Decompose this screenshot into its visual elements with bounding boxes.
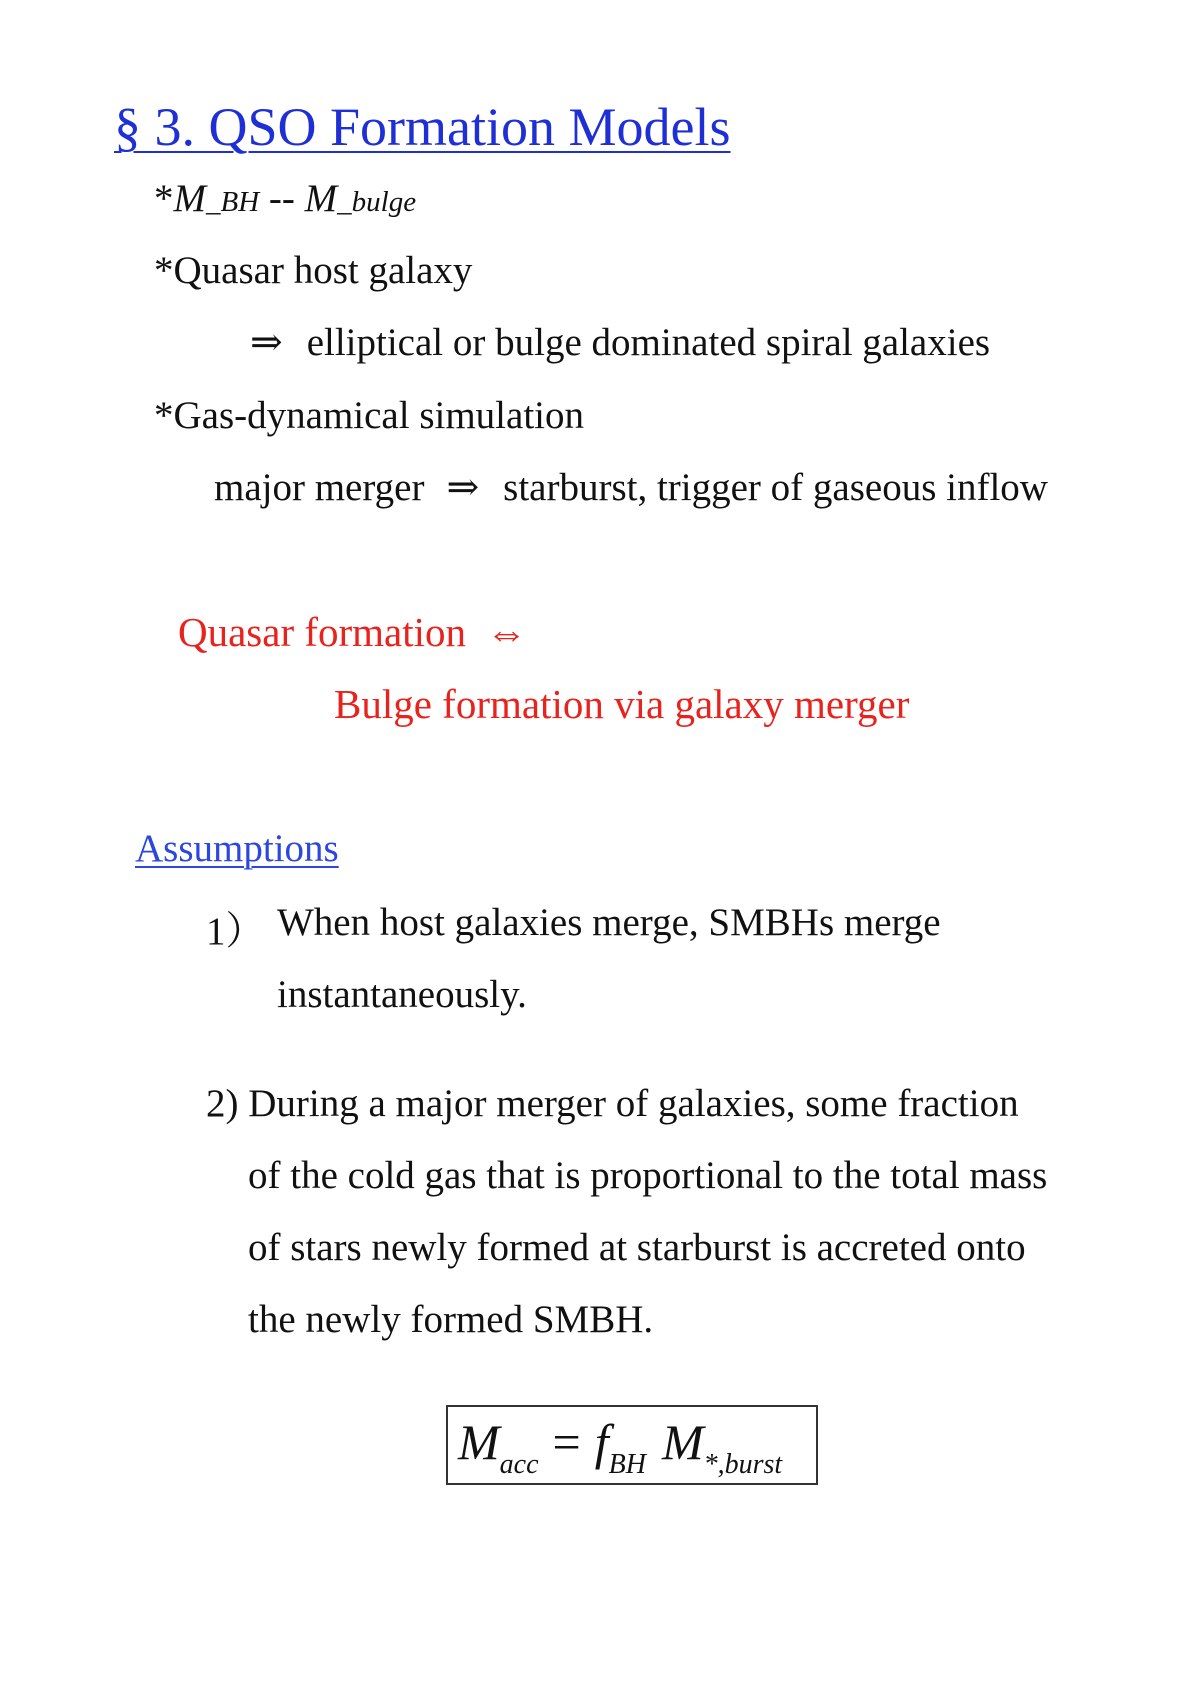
mbh-mbulge-bullet: [154, 176, 416, 221]
assumption-1-number: 1）: [206, 910, 265, 953]
bh-subscript: _BH: [206, 186, 260, 218]
formula-box: [446, 1405, 818, 1485]
highlight-line-2: Bulge formation via galaxy merger: [334, 681, 910, 727]
starburst-text: starburst, trigger of gaseous inflow: [503, 466, 1048, 509]
gas-sim-bullet: *Gas-dynamical simulation: [154, 394, 584, 437]
formula-m-acc: M: [458, 1414, 500, 1470]
quasar-formation-text: Quasar formation: [178, 609, 467, 655]
assumption-2-line-1: 2) During a major merger of galaxies, some fraction: [206, 1082, 1019, 1125]
formula-m-star: M: [661, 1414, 704, 1470]
accretion-formula: [458, 1413, 782, 1481]
gas-sim-result: [214, 465, 1048, 510]
dash: --: [259, 177, 305, 220]
equivalence-arrow-icon: ⇔: [486, 609, 528, 655]
assumption-1-line-1: When host galaxies merge, SMBHs merge: [277, 901, 941, 944]
assumption-2-line-4: the newly formed SMBH.: [248, 1298, 654, 1341]
formula-bh-subscript: BH: [608, 1449, 646, 1480]
major-merger-text: major merger: [214, 466, 425, 509]
assumption-2-line-2: of the cold gas that is proportional to the total mass: [248, 1154, 1048, 1197]
assumptions-heading: Assumptions: [135, 827, 339, 870]
m-symbol: M: [173, 177, 206, 220]
bullet-star: *: [154, 177, 174, 220]
assumption-2-line-3: of stars newly formed at starburst is accreted onto: [248, 1226, 1026, 1269]
bulge-subscript: _bulge: [337, 186, 417, 218]
formula-burst-subscript: *,burst: [703, 1449, 783, 1480]
formula-f: f: [594, 1414, 609, 1470]
page-title: § 3. QSO Formation Models: [114, 97, 731, 157]
formula-equals: =: [552, 1414, 581, 1470]
implies-arrow-icon: ⇒: [250, 321, 283, 364]
formula-acc-subscript: acc: [499, 1449, 539, 1480]
host-galaxy-result-text: elliptical or bulge dominated spiral galaxies: [306, 321, 991, 364]
host-galaxy-result: [250, 320, 990, 365]
quasar-host-bullet: *Quasar host galaxy: [154, 249, 473, 292]
assumption-1-line-2: instantaneously.: [277, 973, 527, 1016]
highlight-line-1: [178, 608, 527, 656]
m-symbol-2: M: [304, 177, 338, 220]
implies-arrow-icon-2: ⇒: [446, 466, 480, 509]
